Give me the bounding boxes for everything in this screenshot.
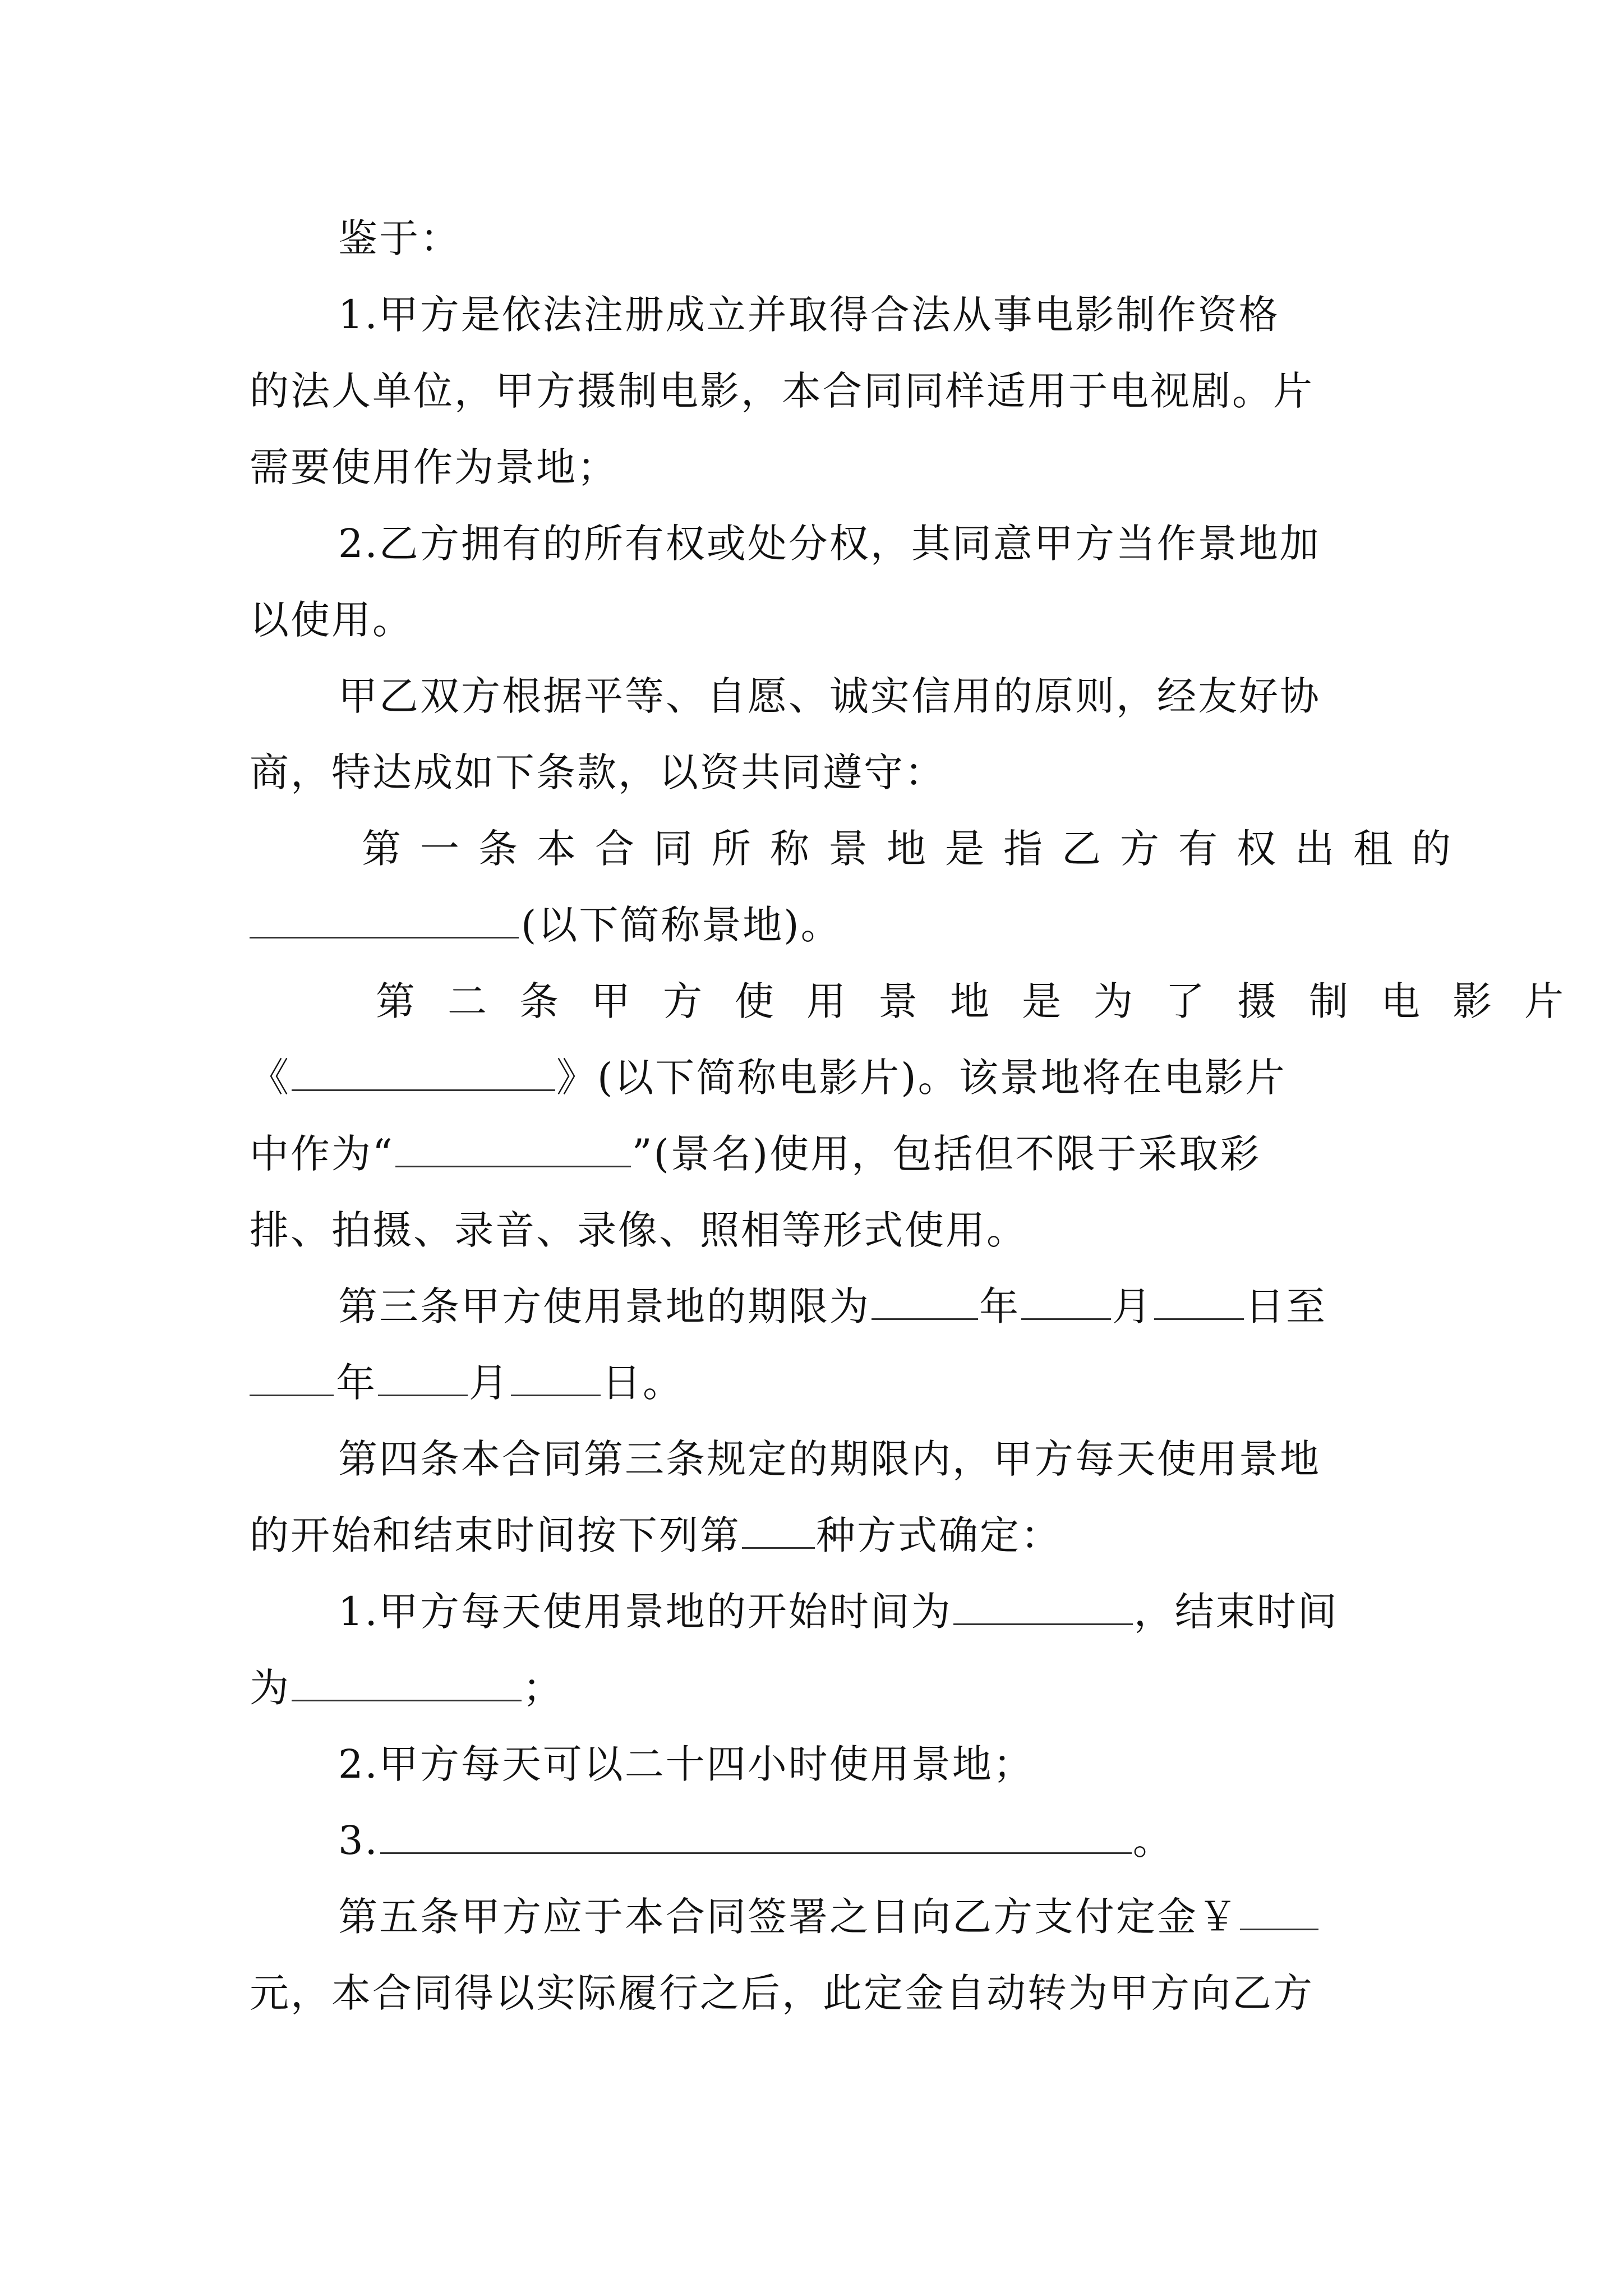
article-2-open-bracket: 《 xyxy=(250,1055,291,1101)
article-3-line-1 xyxy=(338,1278,1327,1335)
option-1-text-2: ，结束时间 xyxy=(1133,1589,1339,1635)
recital-2-line-2 xyxy=(250,592,413,648)
recital-2-text-2: 以使用。 xyxy=(250,597,413,643)
recital-1-line-1 xyxy=(338,287,1280,343)
start-month-blank[interactable] xyxy=(1021,1283,1111,1320)
agreement-text-1: 甲乙双方根据平等、自愿、诚实信用的原则，经友好协 xyxy=(338,673,1321,719)
recital-1-line-3 xyxy=(250,439,618,495)
option-3-end: 。 xyxy=(1132,1818,1174,1864)
agreement-line-1 xyxy=(338,668,1321,724)
article-4-option-1-line-1 xyxy=(338,1584,1339,1640)
preamble-heading-text: 鉴于： xyxy=(338,215,461,261)
start-month-label: 月 xyxy=(1112,1283,1153,1329)
article-5-line-1 xyxy=(338,1889,1320,1945)
start-day-label: 日至 xyxy=(1245,1283,1327,1329)
end-year-label: 年 xyxy=(336,1360,377,1406)
article-4-option-1-line-2 xyxy=(250,1660,564,1716)
venue-name-blank[interactable] xyxy=(250,902,519,938)
article-4-text-2a: 的开始和结束时间按下列第 xyxy=(250,1512,741,1558)
start-day-blank[interactable] xyxy=(1154,1283,1244,1320)
article-3-line-2 xyxy=(250,1355,684,1411)
article-4-line-1 xyxy=(338,1431,1321,1487)
recital-1-text-3: 需要使用作为景地； xyxy=(250,444,618,490)
article-2-line-2 xyxy=(250,1050,1287,1106)
end-month-label: 月 xyxy=(469,1360,510,1406)
article-1-text-2: (以下简称景地)。 xyxy=(521,902,842,948)
option-1-text-4: ； xyxy=(523,1665,564,1711)
option-1-text-1: 1.甲方每天使用景地的开始时间为 xyxy=(338,1589,952,1635)
article-5-text-1: 第五条甲方应于本合同签署之日向乙方支付定金￥ xyxy=(338,1894,1239,1940)
recital-1-line-2 xyxy=(250,363,1314,419)
start-time-blank[interactable] xyxy=(953,1589,1133,1625)
article-2-line-3 xyxy=(250,1126,1261,1182)
recital-2-line-1 xyxy=(338,516,1321,572)
article-5-text-2: 元，本合同得以实际履行之后，此定金自动转为甲方向乙方 xyxy=(250,1970,1314,2016)
option-3-blank[interactable] xyxy=(380,1818,1132,1854)
end-year-blank[interactable] xyxy=(250,1360,334,1396)
start-year-label: 年 xyxy=(979,1283,1020,1329)
article-4-option-2 xyxy=(338,1736,1034,1792)
deposit-amount-blank[interactable] xyxy=(1240,1894,1318,1930)
article-4-text-1: 第四条本合同第三条规定的期限内，甲方每天使用景地 xyxy=(338,1436,1321,1482)
option-3-number: 3. xyxy=(338,1818,379,1864)
end-month-blank[interactable] xyxy=(378,1360,468,1396)
article-2-line-1 xyxy=(376,973,1596,1029)
article-2-text-3a: 中作为“ xyxy=(250,1131,394,1177)
scene-name-blank[interactable] xyxy=(395,1131,631,1167)
article-2-text-4: 排、拍摄、录音、录像、照相等形式使用。 xyxy=(250,1207,1027,1253)
agreement-text-2: 商，特达成如下条款，以资共同遵守： xyxy=(250,749,946,795)
article-1-line-2 xyxy=(250,897,842,953)
article-2-text-2: 》(以下简称电影片)。该景地将在电影片 xyxy=(556,1055,1287,1101)
option-number-blank[interactable] xyxy=(742,1512,815,1549)
start-year-blank[interactable] xyxy=(872,1283,978,1320)
recital-1-text-1: 1.甲方是依法注册成立并取得合法从事电影制作资格 xyxy=(338,292,1280,338)
recital-2-text-1: 2.乙方拥有的所有权或处分权，其同意甲方当作景地加 xyxy=(338,521,1321,567)
recital-1-text-2: 的法人单位，甲方摄制电影，本合同同样适用于电视剧。片 xyxy=(250,368,1314,414)
article-4-text-2b: 种方式确定： xyxy=(816,1512,1062,1558)
option-1-text-3: 为 xyxy=(250,1665,291,1711)
article-2-text-1: 第二条甲方使用景地是为了摄制电影片 xyxy=(376,978,1596,1024)
preamble-heading xyxy=(338,210,461,266)
article-5-line-2 xyxy=(250,1965,1314,2021)
option-2-text: 2.甲方每天可以二十四小时使用景地； xyxy=(338,1741,1034,1787)
film-title-blank[interactable] xyxy=(292,1055,555,1091)
article-3-text-1: 第三条甲方使用景地的期限为 xyxy=(338,1283,870,1329)
agreement-line-2 xyxy=(250,744,946,800)
article-4-option-3 xyxy=(338,1812,1174,1869)
article-4-line-2 xyxy=(250,1507,1062,1563)
end-time-blank[interactable] xyxy=(292,1665,522,1701)
article-1-text-1: 第一条本合同所称景地是指乙方有权出租的 xyxy=(362,826,1470,872)
end-day-blank[interactable] xyxy=(511,1360,601,1396)
article-1-line-1 xyxy=(362,821,1470,877)
article-2-text-3b: ”(景名)使用，包括但不限于采取彩 xyxy=(631,1131,1261,1177)
article-2-line-4 xyxy=(250,1202,1027,1258)
end-day-label: 日。 xyxy=(602,1360,684,1406)
